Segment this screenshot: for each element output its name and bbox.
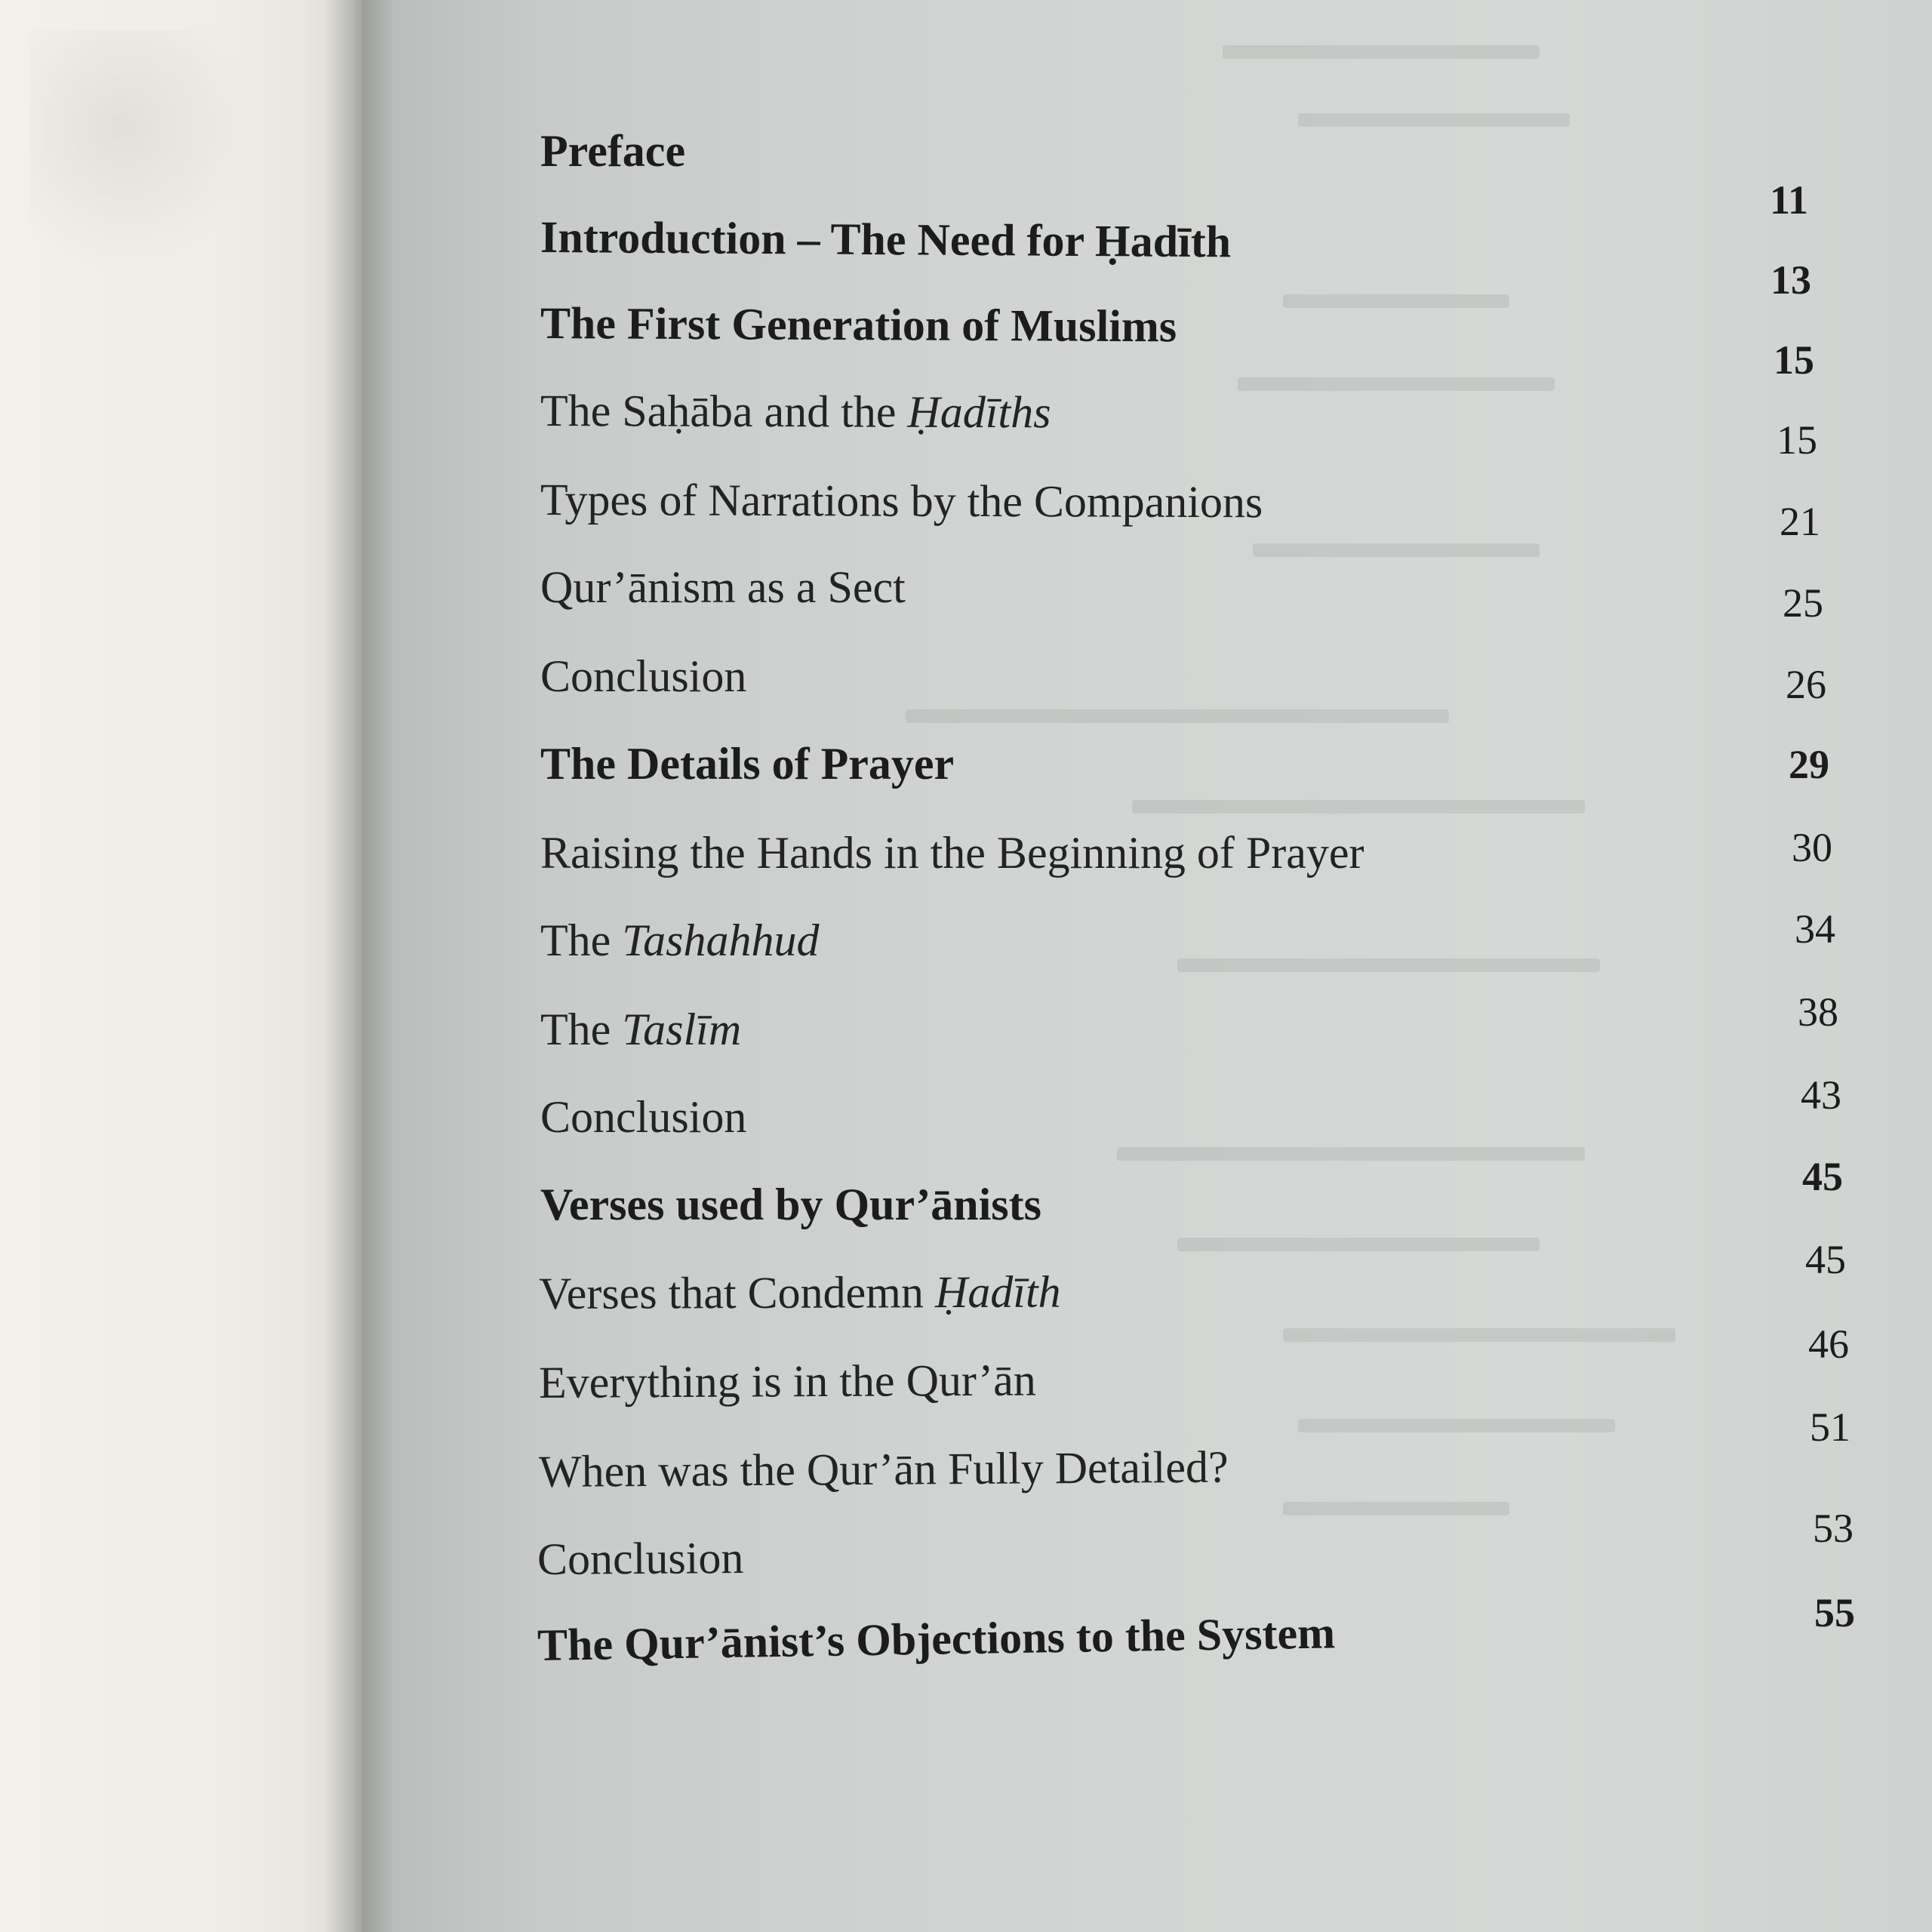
toc-page-number: 30 bbox=[1792, 825, 1832, 870]
toc-chapter-title bbox=[540, 128, 685, 174]
toc-page-number: 38 bbox=[1798, 989, 1838, 1035]
toc-title-part: The Details of Prayer bbox=[540, 739, 955, 789]
toc-title-part: Conclusion bbox=[537, 1533, 744, 1584]
toc-title-part: The bbox=[540, 915, 623, 965]
show-through-mark bbox=[1283, 1328, 1675, 1342]
toc-page-number: 46 bbox=[1808, 1321, 1849, 1367]
show-through-mark bbox=[1132, 800, 1585, 814]
toc-page-number: 15 bbox=[1777, 417, 1817, 463]
left-page-ghost-print bbox=[30, 30, 257, 272]
toc-title-part: Verses that Condemn bbox=[538, 1267, 936, 1318]
toc-page-number: 26 bbox=[1786, 662, 1826, 707]
toc-page-number: 15 bbox=[1774, 337, 1814, 383]
toc-title-part: The bbox=[540, 1004, 623, 1054]
toc-title-part: Conclusion bbox=[540, 651, 747, 701]
show-through-mark bbox=[1238, 377, 1555, 391]
toc-title-part: Ḥadīth bbox=[934, 1266, 1061, 1318]
toc-section-title bbox=[538, 1266, 1061, 1318]
toc-chapter-title bbox=[540, 739, 955, 789]
show-through-mark bbox=[1177, 1238, 1540, 1251]
toc-title-part: Verses used by Qur’ānists bbox=[540, 1180, 1041, 1229]
show-through-mark bbox=[1298, 113, 1570, 127]
show-through-mark bbox=[906, 709, 1449, 723]
toc-chapter-title bbox=[540, 212, 1232, 267]
toc-title-part: When was the Qur’ān Fully Detailed? bbox=[538, 1441, 1229, 1497]
toc-section-title bbox=[540, 1094, 746, 1140]
show-through-mark bbox=[1117, 1147, 1585, 1161]
left-facing-page bbox=[0, 0, 355, 1932]
show-through-mark bbox=[1223, 45, 1540, 59]
toc-title-part: Ḥadīths bbox=[907, 386, 1051, 438]
toc-title-part: Qur’ānism as a Sect bbox=[540, 562, 906, 612]
toc-section-title bbox=[538, 1441, 1229, 1497]
toc-title-part: Types of Narrations by the Companions bbox=[540, 475, 1263, 528]
toc-page-number: 29 bbox=[1789, 742, 1829, 787]
toc-page-number: 21 bbox=[1780, 499, 1820, 544]
toc-section-title bbox=[540, 651, 747, 701]
toc-section-title bbox=[538, 1355, 1036, 1407]
show-through-mark bbox=[1253, 543, 1540, 557]
toc-title-part: Conclusion bbox=[540, 1092, 747, 1142]
toc-page-number: 55 bbox=[1814, 1590, 1855, 1635]
toc-page-number: 43 bbox=[1801, 1072, 1841, 1118]
book-gutter-shadow bbox=[325, 0, 392, 1932]
toc-section-title bbox=[540, 386, 1051, 438]
toc-title-part: The Saḥāba and the bbox=[540, 386, 908, 437]
toc-section-title bbox=[540, 562, 906, 612]
toc-section-title bbox=[540, 915, 820, 965]
toc-page-number: 51 bbox=[1810, 1404, 1850, 1450]
toc-page-number: 45 bbox=[1802, 1154, 1843, 1199]
toc-title-part: Everything is in the Qur’ān bbox=[538, 1355, 1036, 1407]
toc-page-number: 11 bbox=[1769, 177, 1808, 223]
toc-page-number: 25 bbox=[1783, 580, 1823, 626]
toc-section-title bbox=[540, 475, 1263, 528]
toc-section-title bbox=[540, 828, 1364, 878]
toc-title-part: Raising the Hands in the Beginning of Prayer bbox=[540, 828, 1364, 878]
toc-chapter-title bbox=[540, 1182, 1041, 1227]
show-through-mark bbox=[1283, 294, 1509, 308]
toc-page-number: 53 bbox=[1813, 1506, 1854, 1551]
toc-title-part: Preface bbox=[540, 126, 686, 176]
show-through-mark bbox=[1298, 1419, 1615, 1432]
toc-title-part: Introduction – The Need for Ḥadīth bbox=[540, 212, 1232, 267]
show-through-mark bbox=[1177, 958, 1600, 972]
toc-section-title bbox=[540, 1004, 742, 1054]
show-through-mark bbox=[1283, 1502, 1509, 1515]
toc-section-title bbox=[537, 1535, 744, 1582]
toc-chapter-title bbox=[540, 298, 1177, 352]
toc-page-number: 45 bbox=[1805, 1237, 1846, 1282]
toc-title-part: The First Generation of Muslims bbox=[540, 298, 1177, 352]
toc-title-part: Taslīm bbox=[622, 1004, 742, 1054]
toc-page-number: 13 bbox=[1770, 257, 1811, 303]
toc-title-part: The Qur’ānist’s Objections to the System bbox=[537, 1607, 1336, 1670]
toc-chapter-title bbox=[537, 1607, 1336, 1670]
toc-title-part: Tashahhud bbox=[622, 915, 820, 965]
toc-page-number: 34 bbox=[1795, 906, 1835, 952]
